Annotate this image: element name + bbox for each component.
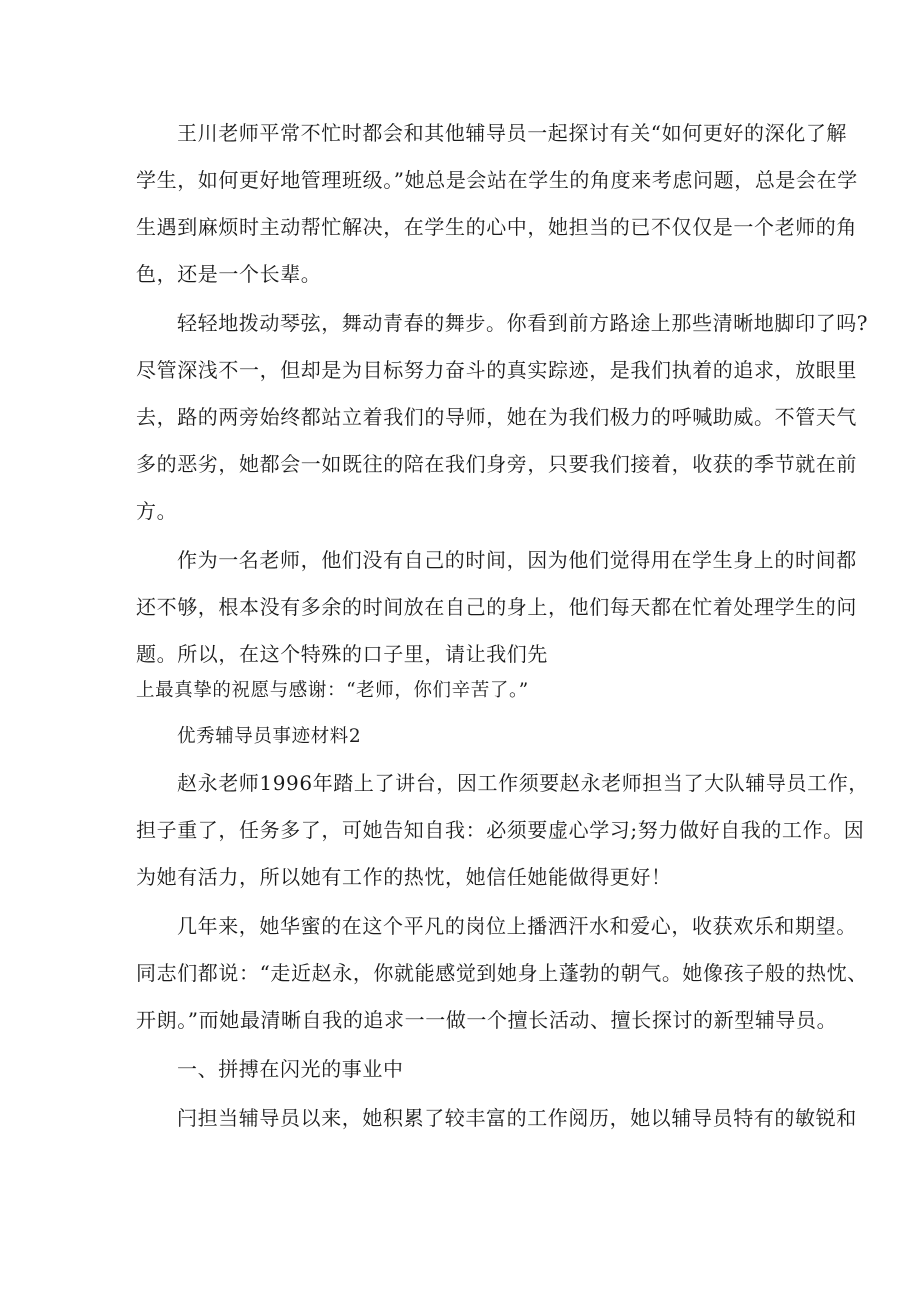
paragraph-3-line-4: 上最真挚的祝愿与感谢：“老师，你们辛苦了。” [136, 680, 529, 701]
paragraph-6-line-1: 闩担当辅导员以来，她积累了较丰富的工作阅历，她以辅导员特有的敏锐和 [177, 1106, 857, 1130]
paragraph-1-line-1: 王川老师平常不忙时都会和其他辅导员一起探讨有关“如何更好的深化了解 [177, 121, 848, 145]
paragraph-4-line-3: 为她有活力，所以她有工作的热忱，她信任她能做得更好！ [136, 865, 672, 889]
paragraph-4-line-1: 赵永老师1996年踏上了讲台，因工作须要赵永老师担当了大队辅导员工作， [177, 771, 869, 795]
paragraph-2-line-2: 尽管深浅不一，但却是为目标努力奋斗的真实踪迹，是我们执着的追求，放眼里 [136, 358, 857, 382]
paragraph-5-line-3: 开朗。”而她最清晰自我的追求一一做一个擅长活动、擅长探讨的新型辅导员。 [136, 1008, 838, 1032]
paragraph-5-line-2: 同志们都说：“走近赵永，你就能感觉到她身上蓬勃的朝气。她像孩子般的热忱、 [136, 961, 868, 985]
paragraph-1-line-3: 生遇到麻烦时主动帮忙解决，在学生的心中，她担当的已不仅仅是一个老师的角 [136, 215, 857, 239]
paragraph-3-line-1: 作为一名老师，他们没有自己的时间，因为他们觉得用在学生身上的时间都 [177, 548, 857, 572]
paragraph-3-line-2: 还不够，根本没有多余的时间放在自己的身上，他们每天都在忙着处理学生的问 [136, 595, 857, 619]
subsection-heading: 一、拼搏在闪光的事业中 [177, 1057, 404, 1081]
paragraph-3-line-3: 题。所以，在这个特殊的口子里，请让我们先 [136, 642, 548, 666]
paragraph-4-line-2: 担子重了，任务多了，可她告知自我：必须要虚心学习;努力做好自我的工作。因 [136, 818, 865, 842]
paragraph-2-line-1: 轻轻地拨动琴弦，舞动青春的舞步。你看到前方路途上那些清晰地脚印了吗? [177, 311, 869, 335]
paragraph-1-line-2: 学生，如何更好地管理班级。”她总是会站在学生的角度来考虑问题，总是会在学 [136, 168, 858, 192]
paragraph-2-line-3: 去，路的两旁始终都站立着我们的导师，她在为我们极力的呼喊助威。不管天气 [136, 405, 857, 429]
paragraph-1-line-4: 色，还是一个长辈。 [136, 262, 322, 286]
section-heading: 优秀辅导员事迹材料2 [177, 726, 362, 747]
paragraph-5-line-1: 几年来，她华蜜的在这个平凡的岗位上播洒汗水和爱心，收获欢乐和期望。 [177, 914, 857, 938]
paragraph-2-line-4: 多的恶劣，她都会一如既往的陪在我们身旁，只要我们接着，收获的季节就在前 [136, 452, 857, 476]
paragraph-2-line-5: 方。 [136, 499, 178, 523]
